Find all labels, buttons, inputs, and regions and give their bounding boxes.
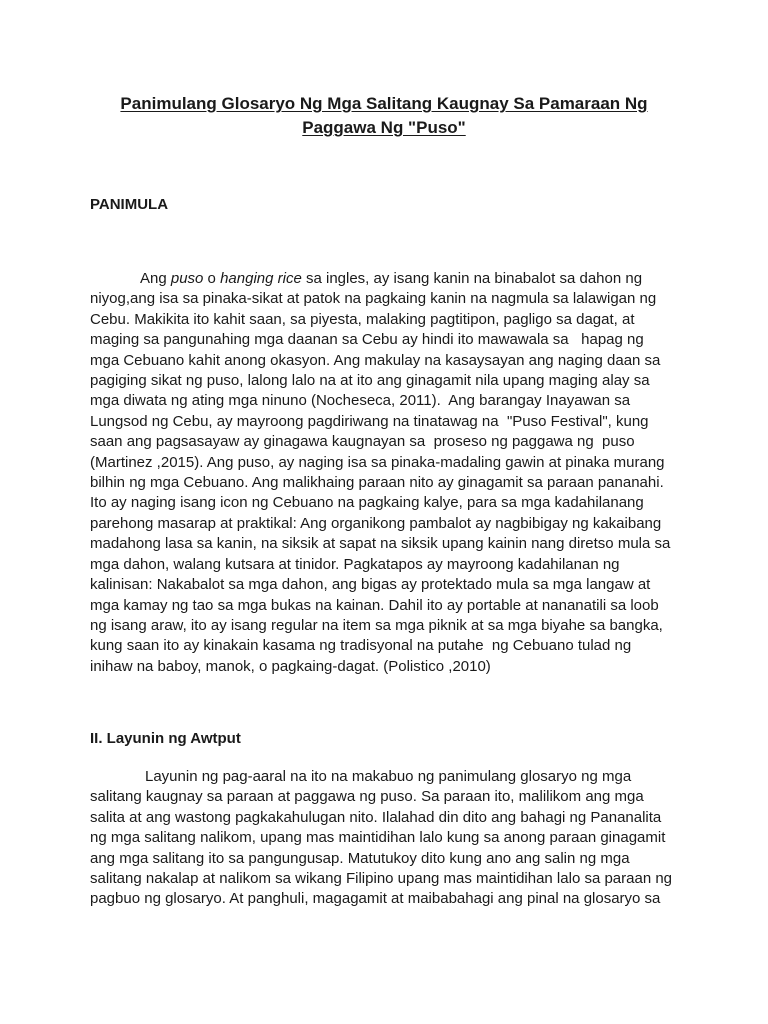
paragraph-first-line: Ang puso o hanging rice sa ingles, ay isang kanin na binabalot sa dahon ng [140, 270, 643, 287]
panimula-paragraph [90, 269, 690, 677]
title-line-1: Panimulang Glosaryo Ng Mga Salitang Kaugnay Sa Pamaraan Ng [120, 94, 648, 113]
paragraph-line: ng isang araw, ito ay isang regular na item sa mga piknik at sa mga biyahe sa bangka, [90, 616, 663, 634]
paragraph-line: Lungsod ng Cebu, ay mayroong pagdiriwang na tinatawag na "Puso Festival", kung [90, 412, 649, 430]
paragraph-first-line: Layunin ng pag-aaral na ito na makabuo ng panimulang glosaryo ng mga [145, 768, 632, 785]
section-heading-panimula: PANIMULA [90, 196, 169, 213]
paragraph-line: Cebu. Makikita ito kahit saan, sa piyesta, malaking pagtitipon, pagligo sa dagat, at [90, 310, 635, 328]
paragraph-line: maging sa pangunahing mga daanan sa Cebu ay hindi ito mawawala sa hapag ng [90, 331, 644, 349]
paragraph-line: madahong lasa sa kanin, na siksik at sapat na siksik upang kainin nang diretso mula sa [90, 535, 671, 553]
paragraph-line: saan ang pagsasayaw ay ginagawa kaugnayan sa proseso ng paggawa ng puso [90, 433, 635, 451]
document-title [60, 92, 708, 140]
paragraph-line: mga dahon, walang kutsara at tinidor. Pagkatapos ay mayroong kadahilanan ng [90, 555, 620, 573]
paragraph-line: mga kamay ng tao sa mga bukas na kainan. Dahil ito ay portable at nananatili sa loob [90, 596, 659, 614]
paragraph-line: kung saan ito ay kinakain kasama ng tradisyonal na putahe ng Cebuano tulad ng [90, 637, 632, 655]
paragraph-line: pagbuo ng glosaryo. At panghuli, magagamit at maibabahagi ang pinal na glosaryo sa [90, 890, 661, 908]
paragraph-line: kalinisan: Nakabalot sa mga dahon, ang bigas ay protektado mula sa mga langaw at [90, 576, 651, 594]
paragraph-line: bilhin ng mga Cebuano. Ang malikhaing paraan nito ay ginagamit sa paraan pananahi. [90, 474, 664, 492]
italic-term-hanging-rice: hanging rice [220, 270, 302, 287]
title-line-2: Paggawa Ng "Puso" [302, 118, 466, 137]
paragraph-line: salita at ang wastong pagkakahulugan nito. Ilalahad din dito ang bahagi ng Pananalita [90, 808, 662, 826]
paragraph-line: (Martinez ,2015). Ang puso, ay naging isa sa pinaka-madaling gawin at pinaka murang [90, 453, 665, 471]
italic-term-puso: puso [170, 270, 204, 287]
paragraph-line: inihaw na baboy, manok, o pagkaing-dagat. (Polistico ,2010) [90, 657, 491, 675]
paragraph-line: salitang nakalap at nalikom sa wikang Filipino upang mas maintidihan lalo sa paraan ng [90, 870, 673, 888]
paragraph-line: ng mga salitang nalikom, upang mas maintidihan lalo kung sa anong paraan ginagamit [90, 829, 666, 847]
paragraph-line: parehong masarap at praktikal: Ang organikong pambalot ay nagbibigay ng kakaibang [90, 514, 662, 532]
paragraph-line: Ito ay naging isang icon ng Cebuano na pagkaing kalye, para sa mga kadahilanang [90, 494, 644, 512]
paragraph-line: mga Cebuano kahit anong okasyon. Ang makulay na kasaysayan ang naging daan sa [90, 351, 661, 369]
paragraph-line: salitang kaugnay sa paraan at paggawa ng puso. Sa paraan ito, malilikom ang mga [90, 788, 644, 806]
paragraph-line: ang mga salitang ito sa pangungusap. Matutukoy dito kung ano ang salin ng mga [90, 849, 630, 867]
section-heading-layunin: II. Layunin ng Awtput [90, 730, 241, 747]
paragraph-line: mga diwata ng ating mga ninuno (Nocheseca, 2011). Ang barangay Inayawan sa [90, 392, 631, 410]
layunin-paragraph [90, 767, 690, 910]
paragraph-line: niyog,ang isa sa pinaka-sikat at patok na pagkaing kanin na nagmula sa lalawigan ng [90, 290, 657, 308]
paragraph-line: pagiging sikat ng puso, lalong lalo na at ito ang ginagamit nila upang maging alay sa [90, 372, 650, 390]
